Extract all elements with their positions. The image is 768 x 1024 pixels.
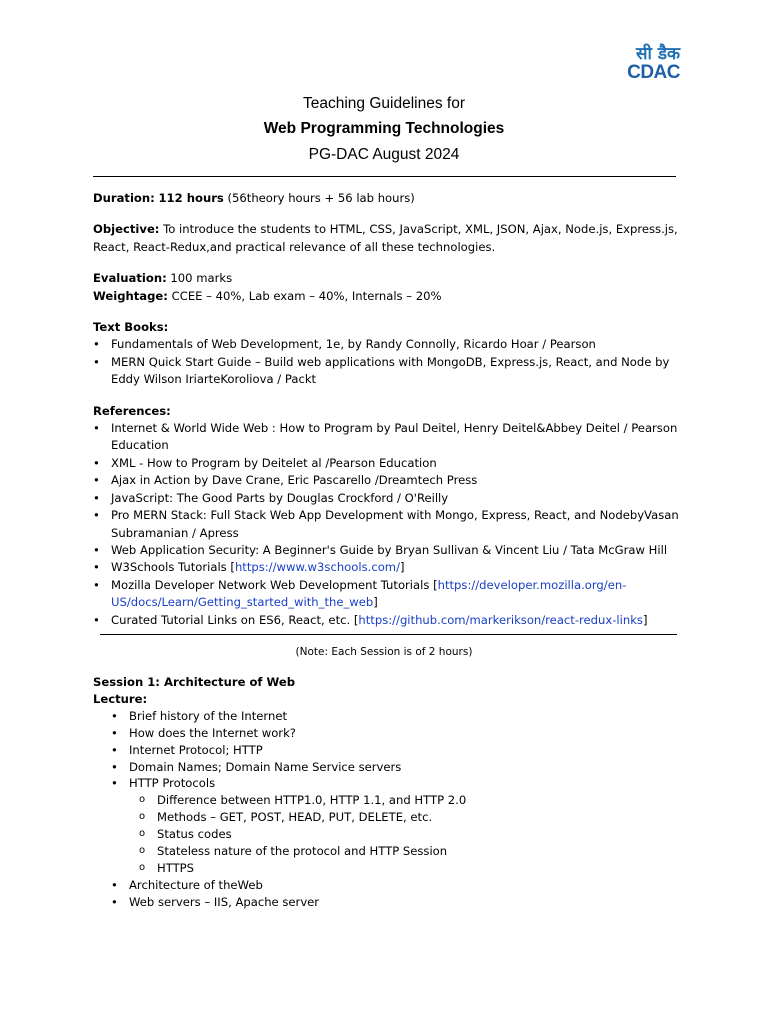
cdac-logo (620, 44, 680, 84)
list-item: o HTTPS (139, 860, 683, 877)
list-item (93, 577, 683, 612)
list-item: • Pro MERN Stack: Full Stack Web App Development with Mongo, Express, React, and NodebyVasan Subramanian / Apress (93, 507, 683, 542)
list-item: o Difference between HTTP1.0, HTTP 1.1, and HTTP 2.0 (139, 792, 683, 809)
w3schools-prefix: W3Schools Tutorials [ (111, 560, 235, 575)
objective-label: Objective: (93, 222, 160, 237)
list-item: • Internet Protocol; HTTP (111, 742, 683, 759)
logo-hindi-text: सी डैक (636, 44, 680, 64)
react-redux-links-link[interactable]: https://github.com/markerikson/react-redux-links (358, 612, 643, 627)
http-subtopics-list (129, 792, 683, 877)
lecture-topics-list (93, 708, 683, 911)
title-line-1: Teaching Guidelines for (303, 95, 465, 112)
list-item: • MERN Quick Start Guide – Build web applications with MongoDB, Express.js, React, and Node by Eddy Wilson IriarteKoroliova / Packt (93, 354, 683, 389)
session-title: Session 1: Architecture of Web (93, 675, 296, 689)
list-item: • Ajax in Action by Dave Crane, Eric Pascarello /Dreamtech Press (93, 472, 683, 489)
references-heading: References: (93, 403, 171, 418)
list-item: • Web servers – IIS, Apache server (111, 894, 683, 911)
list-item (93, 559, 683, 576)
session-note: (Note: Each Session is of 2 hours) (295, 646, 473, 658)
list-item: o Status codes (139, 826, 683, 843)
w3schools-link[interactable]: https://www.w3schools.com/ (234, 560, 400, 575)
list-item: • XML - How to Program by Deitelet al /Pearson Education (93, 455, 683, 472)
textbooks-section (93, 319, 683, 389)
list-item: o Methods – GET, POST, HEAD, PUT, DELETE, etc. (139, 809, 683, 826)
objective-text: To introduce the students to HTML, CSS, JavaScript, XML, JSON, Ajax, Node.js, Express.js, React, React-Redux,and practical relevance of all these technologies. (93, 222, 678, 254)
mdn-prefix: Mozilla Developer Network Web Development Tutorials [ (111, 577, 438, 592)
evaluation-block (93, 270, 683, 305)
session-1-block (93, 674, 683, 911)
document-title-block (93, 92, 675, 168)
references-section (93, 403, 683, 629)
title-line-2: Web Programming Technologies (263, 120, 505, 137)
weightage-label: Weightage: (93, 288, 168, 303)
list-item: • Web Application Security: A Beginner's Guide by Bryan Sullivan & Vincent Liu / Tata McGraw Hill (93, 542, 683, 559)
list-item: • Fundamentals of Web Development, 1e, by Randy Connolly, Ricardo Hoar / Pearson (93, 336, 683, 353)
textbooks-list (93, 336, 683, 388)
list-item: • Architecture of theWeb (111, 877, 683, 894)
list-item: • Internet & World Wide Web : How to Program by Paul Deitel, Henry Deitel&Abbey Deitel / Pearson Education (93, 420, 683, 455)
duration-hours: 112 hours (158, 191, 224, 205)
evaluation-line (93, 270, 683, 287)
list-item: • How does the Internet work? (111, 725, 683, 742)
logo-cdac-text: CDAC (627, 62, 680, 83)
evaluation-text: 100 marks (170, 271, 233, 286)
textbooks-heading: Text Books: (93, 320, 169, 335)
mdn-suffix: ] (373, 595, 378, 610)
evaluation-label: Evaluation: (93, 271, 167, 286)
title-line-3: PG-DAC August 2024 (308, 146, 460, 163)
list-item (93, 612, 683, 629)
lecture-label: Lecture: (93, 691, 148, 706)
http-protocols-label: HTTP Protocols (129, 776, 216, 791)
duration-label: Duration: (93, 191, 155, 205)
weightage-text: CCEE – 40%, Lab exam – 40%, Internals – 20% (171, 288, 442, 303)
list-item (111, 775, 683, 876)
duration-detail: (56theory hours + 56 lab hours) (227, 191, 415, 205)
course-details (93, 190, 683, 629)
w3schools-suffix: ] (399, 560, 405, 575)
curated-prefix: Curated Tutorial Links on ES6, React, etc. [ (111, 612, 359, 627)
curated-suffix: ] (642, 612, 648, 627)
mdn-link[interactable]: https://developer.mozilla.org/en-US/docs/Learn/Getting_started_with_the_web (111, 577, 627, 610)
references-divider (100, 634, 677, 635)
list-item: • Domain Names; Domain Name Service servers (111, 759, 683, 776)
references-list (93, 420, 683, 629)
list-item: o Stateless nature of the protocol and HTTP Session (139, 843, 683, 860)
list-item: • Brief history of the Internet (111, 708, 683, 725)
header-divider (93, 176, 676, 177)
weightage-line (93, 288, 683, 305)
objective-line (93, 221, 683, 256)
list-item: • JavaScript: The Good Parts by Douglas Crockford / O'Reilly (93, 490, 683, 507)
duration-line (93, 190, 683, 207)
